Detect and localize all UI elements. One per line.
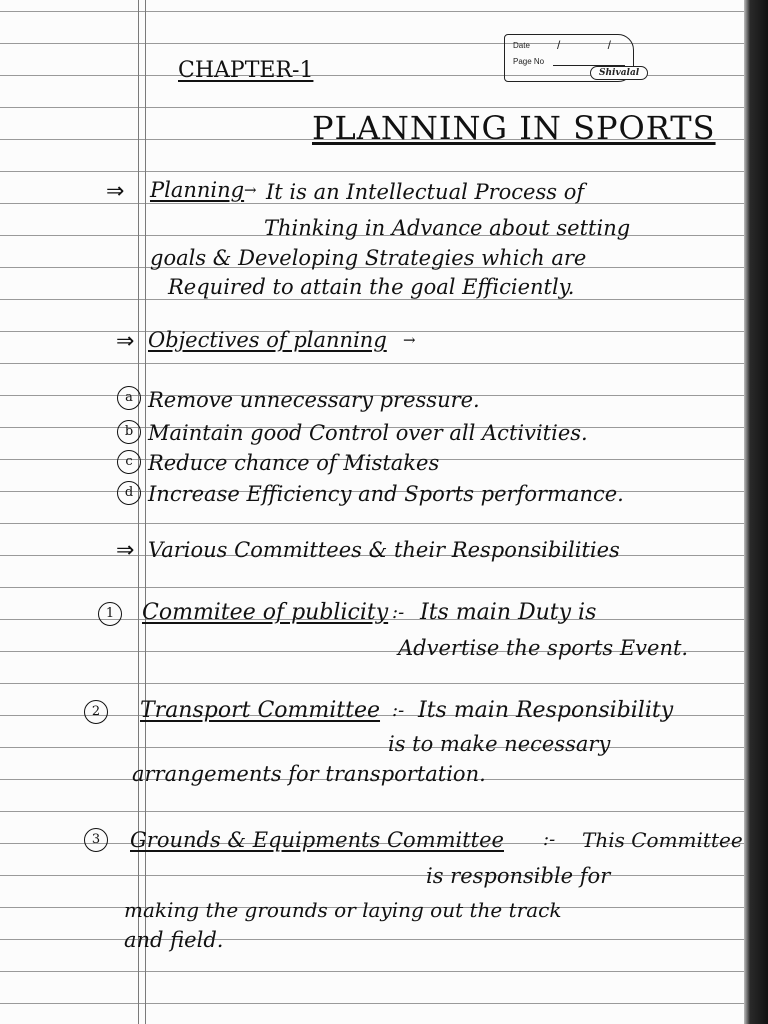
date-slashes: / /: [557, 38, 634, 52]
committee-number-1: 1: [98, 602, 122, 626]
committee-line: making the grounds or laying out the track: [124, 898, 562, 922]
committee-line: Advertise the sports Event.: [398, 636, 689, 660]
objective-item: Reduce chance of Mistakes: [148, 451, 440, 475]
notebook-brand-logo: Shivalal: [590, 66, 648, 80]
definition-arrow-icon: ⇒: [106, 179, 125, 204]
committee-line: arrangements for transportation.: [132, 762, 486, 786]
committees-arrow-icon: ⇒: [116, 538, 135, 563]
definition-line: Required to attain the goal Efficiently.: [168, 275, 575, 299]
definition-term: Planning: [150, 178, 245, 202]
objective-marker-c: c: [117, 450, 141, 474]
objectives-heading: Objectives of planning: [148, 328, 387, 352]
committee-number-2: 2: [84, 700, 108, 724]
objective-item: Increase Efficiency and Sports performance.: [148, 482, 624, 506]
committee-line: is responsible for: [426, 864, 611, 888]
committee-name: Transport Committee: [140, 698, 381, 723]
objective-marker-b: b: [117, 420, 141, 444]
committee-line: Its main Responsibility: [418, 698, 674, 723]
definition-line: goals & Developing Strategies which are: [150, 246, 587, 270]
committee-line: is to make necessary: [388, 732, 611, 756]
committee-colon: :-: [543, 829, 556, 850]
objective-item: Remove unnecessary pressure.: [148, 388, 480, 412]
committee-name: Grounds & Equipments Committee: [130, 828, 504, 852]
committee-name: Commitee of publicity: [142, 600, 389, 625]
objective-marker-d: d: [117, 481, 141, 505]
objective-item: Maintain good Control over all Activities.: [148, 421, 588, 445]
chapter-label: CHAPTER-1: [178, 58, 314, 83]
page-title: PLANNING IN SPORTS: [312, 109, 716, 147]
objective-marker-a: a: [117, 386, 141, 410]
committees-heading: Various Committees & their Responsibilities: [148, 538, 620, 562]
page-edge-shadow: [744, 0, 768, 1024]
margin-line-right: [145, 0, 146, 1024]
definition-arrow-small: →: [244, 181, 257, 199]
committee-line: and field.: [124, 928, 224, 952]
committee-line: Its main Duty is: [420, 600, 597, 625]
committee-colon: :-: [392, 700, 405, 721]
definition-line: Thinking in Advance about setting: [264, 216, 631, 240]
committee-number-3: 3: [84, 828, 108, 852]
committee-colon: :-: [392, 602, 405, 623]
margin-line-left: [138, 0, 139, 1024]
objectives-arrow-icon: ⇒: [116, 329, 135, 354]
objectives-heading-arrow: →: [403, 331, 416, 349]
definition-line: It is an Intellectual Process of: [266, 180, 585, 204]
page-no-label: Page No: [513, 57, 545, 66]
committee-line: This Committee: [582, 828, 743, 852]
date-label: Date: [513, 41, 530, 50]
